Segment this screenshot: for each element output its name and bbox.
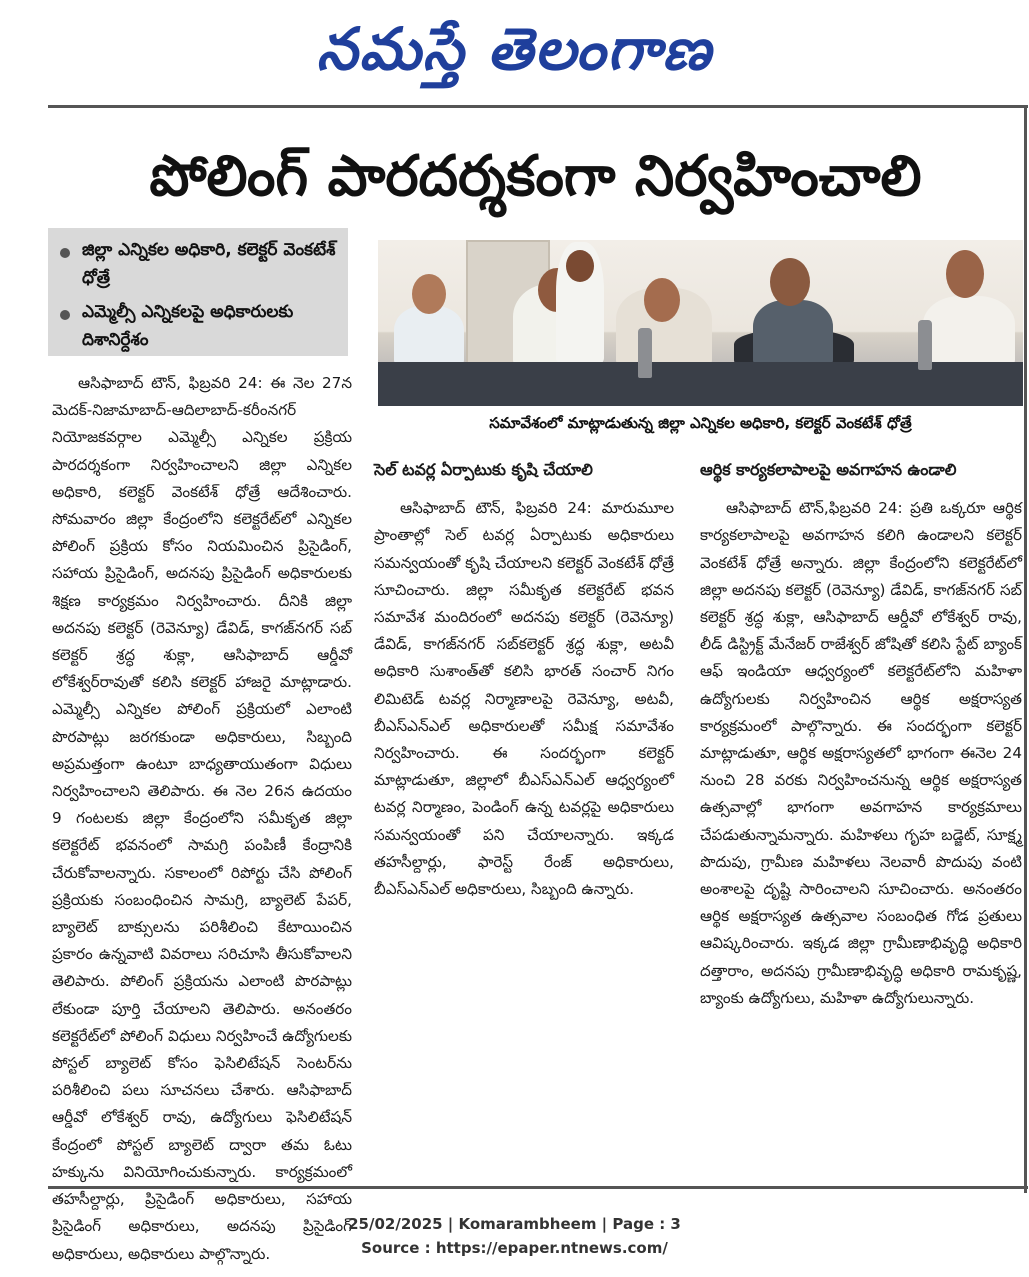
- photo-head: [644, 278, 680, 322]
- article-column-1: [52, 370, 352, 1263]
- bullet-icon: [60, 248, 70, 258]
- highlight-text: ఎమ్మెల్సీ ఎన్నికలపై అధికారులకు దిశానిర్దేశం: [82, 302, 294, 350]
- photo-person: [923, 296, 1015, 366]
- photo-person: [753, 300, 833, 366]
- highlight-item: [58, 298, 340, 354]
- photo-head: [946, 250, 984, 298]
- article-column-2: [374, 446, 674, 1162]
- article-paragraph: ఆసిఫాబాద్ టౌన్, ఫిబ్రవరి 24: మారుమూల ప్రాంతాల్లో సెల్ టవర్ల ఏర్పాటుకు అధికారులు సమన్వయంతో కృషి చేయాలని కలెక్టర్ వెంకటేశ్ ధోత్రే సూచించారు. జిల్లా సమీకృత కలెక్టరేట్ భవన సమావేశ మందిరంలో అదనపు కలెక్టర్ (రెవెన్యూ) డేవిడ్, కాగజ్‌నగర్ సబ్‌కలెక్టర్ శ్రద్ధ శుక్లా, అటవీ అధికారి సుశాంత్‌తో కలిసి భారత్ సంచార్ నిగం లిమిటెడ్ టవర్ల నిర్మాణాలపై రెవెన్యూ, అటవీ, బీఎస్ఎన్ఎల్ అధికారులతో సమీక్ష సమావేశం నిర్వహించారు. ఈ సందర్భంగా కలెక్టర్ మాట్లాడుతూ, జిల్లాలో బీఎస్ఎన్ఎల్ ఆధ్వర్యంలో టవర్ల నిర్మాణం, పెండింగ్ ఉన్న టవర్లపై అధికారులు సమన్వయంతో పని చేయాలన్నారు. ఇక్కడ తహసీల్దార్లు, ఫారెస్ట్ రేంజ్ అధికారులు, బీఎస్ఎన్ఎల్ అధికారులు, సిబ్బంది ఉన్నారు.: [374, 499, 674, 899]
- headline: పోలింగ్ పారదర్శకంగా నిర్వహించాలి: [149, 144, 922, 209]
- bullet-icon: [60, 310, 70, 320]
- page-footer: [0, 1212, 1029, 1260]
- photo-caption: సమావేశంలో మాట్లాడుతున్న జిల్లా ఎన్నికల అధికారి, కలెక్టర్ వెంకటేశ్ ధోత్రే: [489, 414, 912, 432]
- news-photo: [378, 240, 1023, 406]
- top-rule: [48, 105, 1028, 108]
- newspaper-logo: నమస్తే తెలంగాణ: [316, 15, 713, 83]
- right-rule: [1024, 105, 1027, 1193]
- photo-bottle: [918, 320, 932, 370]
- highlight-text: జిల్లా ఎన్నికల అధికారి, కలెక్టర్ వెంకటేశ్ ధోత్రే: [82, 240, 336, 288]
- article-paragraph: ఆసిఫాబాద్ టౌన్,ఫిబ్రవరి 24: ప్రతి ఒక్కరూ ఆర్థిక కార్యకలాపాలపై అవగాహన కలిగి ఉండాలని కలెక్టర్ వెంకటేశ్ ధోత్రే అన్నారు. జిల్లా కేంద్రంలోని కలెక్టరేట్‌లో జిల్లా అదనపు కలెక్టర్ (రెవెన్యూ) డేవిడ్, కాగజ్‌నగర్ సబ్ కలెక్టర్ శ్రద్ధ శుక్లా, ఆసిఫాబాద్ ఆర్డీవో లోకేశ్వర్ రావు, లీడ్ డిస్ట్రిక్ట్ మేనేజర్ రాజేశ్వర్ జోషితో కలిసి స్టేట్ బ్యాంక్ ఆఫ్ ఇండియా ఆధ్వర్యంలో కలెక్టరేట్‌లోని మహిళా ఉద్యోగులకు నిర్వహించిన ఆర్థిక అక్షరాస్యత కార్యక్రమంలో పాల్గొన్నారు. ఈ సందర్భంగా కలెక్టర్ మాట్లాడుతూ, ఆర్థిక అక్షరాస్యతలో భాగంగా ఈనెల 24 నుంచి 28 వరకు నిర్వహించనున్న ఆర్థిక అక్షరాస్యత ఉత్సవాల్లో భాగంగా అవగాహన కార్యక్రమాలు చేపడుతున్నామన్నారు. మహిళలు గృహ బడ్జెట్, సూక్ష్మ పొదుపు, గ్రామీణ మహిళలు నెలవారీ పొదుపు వంటి అంశాలపై దృష్టి సారించాలని సూచించారు. అనంతరం ఆర్థిక అక్షరాస్యత ఉత్సవాల సంబంధిత గోడ ప్రతులు ఆవిష్కరించారు. ఇక్కడ జిల్లా గ్రామీణాభివృద్ధి అధికారి దత్తారాం, అదనపు గ్రామీణాభివృద్ధి అధికారి రామకృష్ణ, బ్యాంకు ఉద్యోగులు, మహిళా ఉద్యోగులున్నారు.: [700, 499, 1022, 1007]
- article-subhead: ఆర్థిక కార్యకలాపాలపై అవగాహన ఉండాలి: [700, 460, 957, 479]
- photo-head: [770, 258, 810, 306]
- highlight-item: [58, 236, 340, 292]
- article-column-3: [700, 446, 1022, 1162]
- photo-head: [566, 250, 594, 282]
- article-subhead: సెల్ టవర్ల ఏర్పాటుకు కృషి చేయాలి: [374, 460, 593, 479]
- article-paragraph: ఆసిఫాబాద్ టౌన్, ఫిబ్రవరి 24: ఈ నెల 27న మెదక్-నిజామాబాద్-ఆదిలాబాద్-కరీంనగర్ నియోజకవర్గాల ఎమ్మెల్సీ ఎన్నికల ప్రక్రియ పారదర్శకంగా నిర్వహించాలని జిల్లా ఎన్నికల అధికారి, కలెక్టర్ వెంకటేశ్ ధోత్రే ఆదేశించారు. సోమవారం జిల్లా కేంద్రంలోని కలెక్టరేట్‌లో ఎన్నికల పోలింగ్ ప్రక్రియ కోసం నియమించిన ప్రిసైడింగ్, సహాయ ప్రిసైడింగ్, అదనపు ప్రిసైడింగ్ అధికారులకు శిక్షణ కార్యక్రమం నిర్వహించారు. దీనికి జిల్లా అదనపు కలెక్టర్ (రెవెన్యూ) డేవిడ్, కాగజ్‌నగర్ సబ్ కలెక్టర్ శ్రద్ధ శుక్లా, ఆసిఫాబాద్ ఆర్డీవో లోకేశ్వర్‌రావుతో కలిసి కలెక్టర్ హాజరై మాట్లాడారు. ఎమ్మెల్సీ ఎన్నికల పోలింగ్ ప్రక్రియలో ఎలాంటి పొరపాట్లు జరగకుండా అధికారులు, సిబ్బంది అప్రమత్తంగా ఉంటూ బాధ్యతాయుతంగా విధులు నిర్వహించాలని తెలిపారు. ఈ నెల 26న ఉదయం 9 గంటలకు జిల్లా కేంద్రంలోని సమీకృత జిల్లా కలెక్టరేట్ భవనంలో సామగ్రి పంపిణీ కేంద్రానికి చేరుకోవాలన్నారు. సకాలంలో రిపోర్టు చేసి పోలింగ్ ప్రక్రియకు సంబంధించిన సామగ్రి, బ్యాలెట్ పేపర్, బ్యాలెట్ బాక్సులను పరిశీలించి కేటాయించిన ప్రకారం ఉన్నవాటి వివరాలు సరిచూసి తీసుకోవాలని తెలిపారు. పోలింగ్ ప్రక్రియను ఎలాంటి పొరపాట్లు లేకుండా పూర్తి చేయాలని తెలిపారు. అనంతరం కలెక్టరేట్‌లో పోలింగ్ విధులు నిర్వహించే ఉద్యోగులకు పోస్టల్ బ్యాలెట్ కోసం ఫెసిలిటేషన్ సెంటర్‌ను పరిశీలించి పలు సూచనలు చేశారు. ఆసిఫాబాద్ ఆర్డీవో లోకేశ్వర్ రావు, ఉద్యోగులు ఫెసిలిటేషన్ కేంద్రంలో పోస్టల్ బ్యాలెట్ ద్వారా తమ ఓటు హక్కును వినియోగించుకున్నారు. కార్యక్రమంలో తహసీల్దార్లు, ప్రిసైడింగ్ అధికారులు, సహాయ ప్రిసైడింగ్ అధికారులు, అదనపు ప్రిసైడింగ్ అధికారులు, అధికారులు పాల్గొన్నారు.: [52, 374, 352, 1263]
- source-link: Source : https://epaper.ntnews.com/: [361, 1239, 668, 1257]
- bottom-rule: [48, 1186, 1028, 1189]
- photo-bottle: [638, 328, 652, 378]
- photo-head: [412, 274, 446, 314]
- edition-info: 25/02/2025 | Komarambheem | Page : 3: [348, 1215, 681, 1233]
- photo-person: [394, 306, 464, 366]
- masthead: [0, 0, 1029, 100]
- highlights-box: [48, 228, 348, 356]
